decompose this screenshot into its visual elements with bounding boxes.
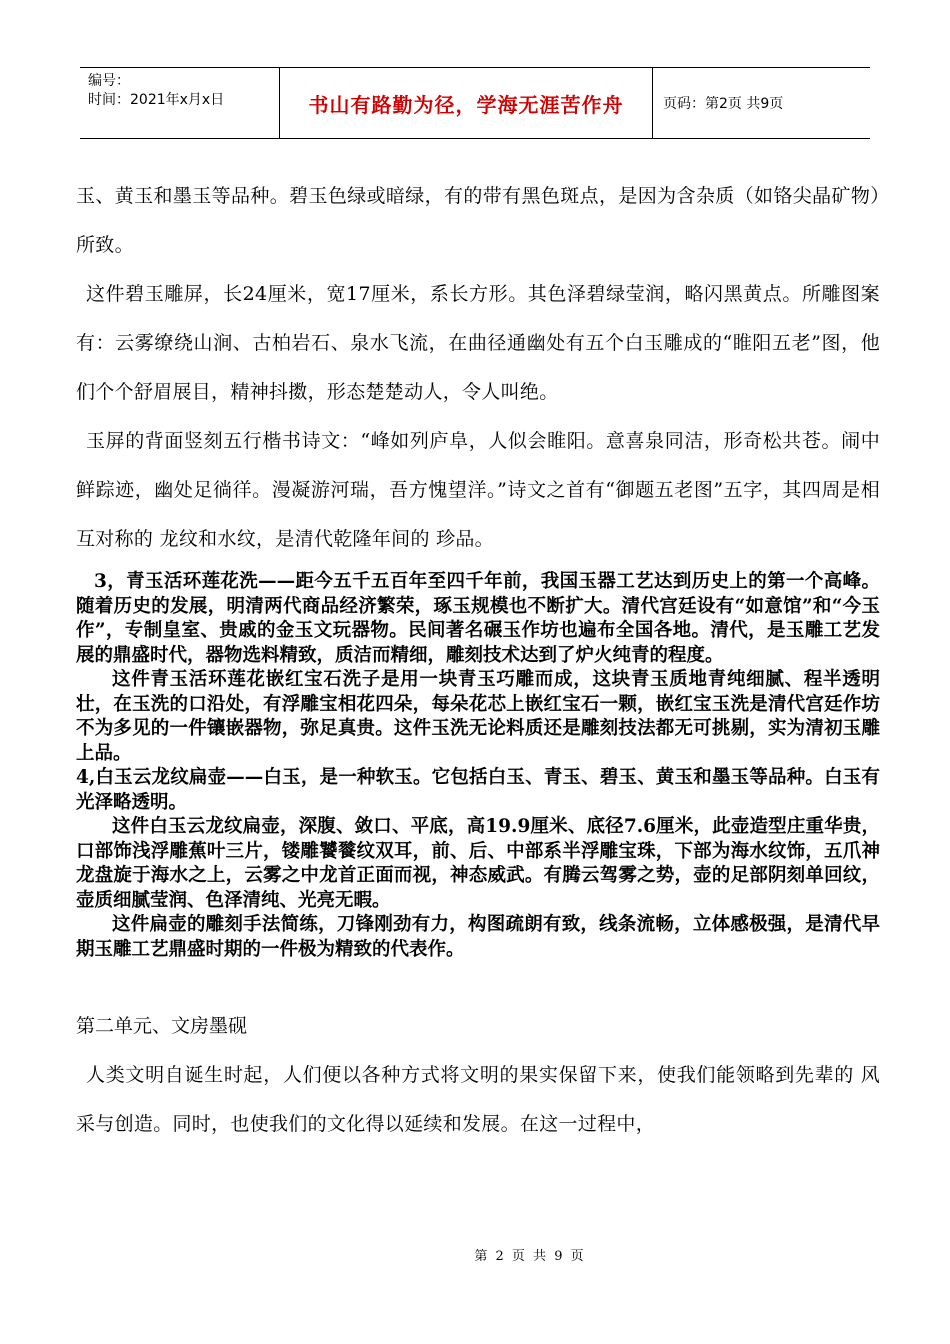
header-page-label: 页码：第2页 共9页: [663, 96, 784, 112]
paragraph-8: 这件扁壶的雕刻手法简练，刀锋刚劲有力，构图疏朗有致，线条流畅，立体感极强，是清代早期玉雕工艺鼎盛时期的一件极为精致的代表作。: [76, 914, 880, 960]
header-motto: 书山有路勤为径，学海无涯苦作舟: [280, 68, 653, 138]
section-title: 第二单元、文房墨砚: [76, 1015, 248, 1037]
paragraph-3: 玉屏的背面竖刻五行楷书诗文：“峰如列庐阜，人似会睢阳。意喜泉同洁，形奇松共苍。闹中鲜踪迹，幽处足徜徉。漫凝游河瑞，吾方愧望洋。”诗文之首有“御题五老图”五字，其四周是相互对称的 龙纹和水纹，是清代乾隆年间的 珍品。: [76, 430, 880, 550]
document-body: [76, 172, 880, 1149]
header-date-label: 时间：2021年x月x日: [88, 92, 225, 108]
paragraph-4: 3，青玉活环莲花洗——距今五千五百年至四千年前，我国玉器工艺达到历史上的第一个高峰。随着历史的发展，明清两代商品经济繁荣，琢玉规模也不断扩大。清代宫廷设有“如意馆”和“今玉作”，专制皇室、贵戚的金玉文玩器物。民间著名碾玉作坊也遍布全国各地。清代，是玉雕工艺发展的鼎盛时代，器物选料精致，质洁而精细，雕刻技术达到了炉火纯青的程度。: [76, 571, 880, 666]
header-meta: [80, 68, 280, 138]
header-number-label: 编号：: [88, 73, 130, 89]
page-header: [80, 67, 870, 139]
paragraph-9: 人类文明自诞生时起，人们便以各种方式将文明的果实保留下来，使我们能领略到先辈的 风采与创造。同时，也使我们的文化得以延续和发展。在这一过程中，: [76, 1064, 880, 1135]
paragraph-7: 这件白玉云龙纹扁壶，深腹、敛口、平底，高19.9厘米、底径7.6厘米，此壶造型庄重华贵，口部饰浅浮雕蕉叶三片，镂雕饕餮纹双耳，前、后、中部系半浮雕宝珠，下部为海水纹饰，五爪神龙盘旋于海水之上，云雾之中龙首正面而视，神态威武。有腾云驾雾之势，壶的足部阴刻单回纹，壶质细腻莹润、色泽清纯、光亮无暇。: [76, 816, 880, 911]
paragraph-5: 这件青玉活环莲花嵌红宝石洗子是用一块青玉巧雕而成，这块青玉质地青纯细腻、程半透明壮，在玉洗的口沿处，有浮雕宝相花四朵，每朵花芯上嵌红宝石一颗，嵌红宝玉洗是清代宫廷作坊不为多见的一件镶嵌器物，弥足真贵。这件玉洗无论料质还是雕刻技法都无可挑剔，实为清初玉雕上品。: [76, 669, 880, 764]
page-footer: 第 2 页 共 9 页: [474, 1249, 586, 1264]
paragraph-2: 这件碧玉雕屏，长24厘米，宽17厘米，系长方形。其色泽碧绿莹润，略闪黑黄点。所雕图案有：云雾缭绕山涧、古柏岩石、泉水飞流，在曲径通幽处有五个白玉雕成的“睢阳五老”图，他们个个舒眉展目，精神抖擞，形态楚楚动人，令人叫绝。: [76, 283, 880, 403]
paragraph-6: 4,白玉云龙纹扁壶——白玉，是一种软玉。它包括白玉、青玉、碧玉、黄玉和墨玉等品种。白玉有光泽略透明。: [76, 767, 880, 813]
paragraph-1: 玉、黄玉和墨玉等品种。碧玉色绿或暗绿，有的带有黑色斑点，是因为含杂质（如铬尖晶矿物）所致。: [76, 185, 880, 256]
